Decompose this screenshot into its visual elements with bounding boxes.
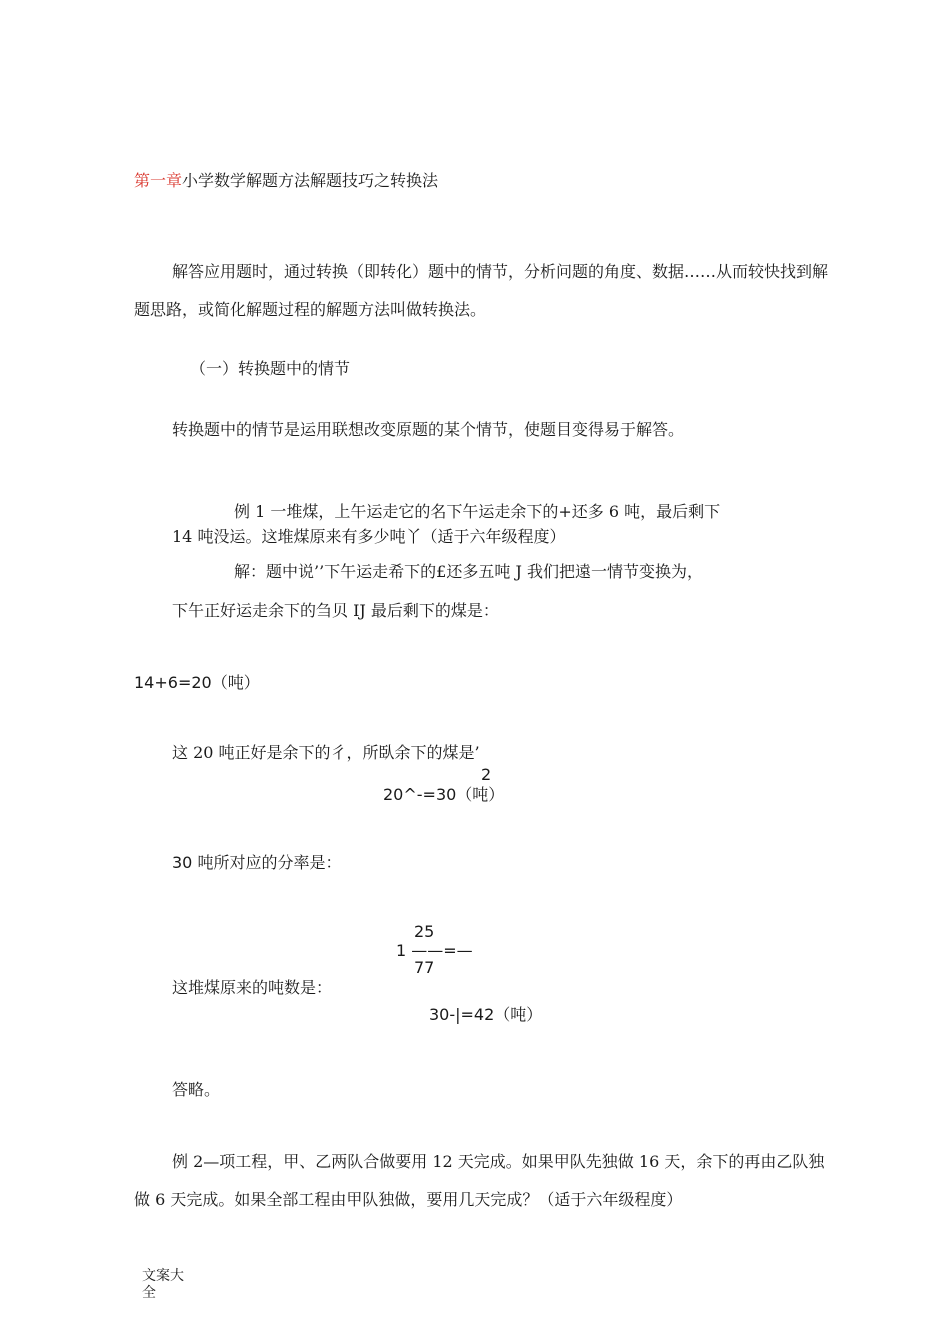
title-text: 小学数学解题方法解题技巧之转换法 — [182, 171, 439, 190]
example2-paragraph: 例 2—项工程，甲、乙两队合做要用 12 天完成。如果甲队先独做 16 天，余下的再由乙队独做 6 天完成。如果全部工程由甲队独做，要用几天完成？（适于六年级程度） — [134, 1152, 825, 1209]
footer-line1: 文案大 — [142, 1268, 184, 1284]
section-heading: （一）转换题中的情节 — [190, 359, 351, 378]
answer-text: 答略。 — [172, 1080, 221, 1099]
example1-line1: 例 1 一堆煤，上午运走它的名下午运走余下的+还多 6 吨，最后剩下 — [234, 502, 721, 521]
equation-1: 14+6=20（吨） — [134, 673, 260, 692]
solution-line1: 解：题中说’’下午运走希下的£还多五吨 J 我们把遠一情节变换为， — [234, 562, 703, 581]
footer-line2: 全 — [142, 1285, 156, 1301]
fraction-denominator: 77 — [414, 958, 435, 977]
page-title — [134, 171, 438, 190]
fraction-numerator: 25 — [414, 922, 435, 941]
section-description: 转换题中的情节是运用联想改变原题的某个情节，使题目变得易于解答。 — [172, 420, 685, 439]
chapter-label: 第一章 — [134, 171, 183, 190]
solution-line2: 下午正好运走余下的刍贝 IJ 最后剩下的煤是： — [172, 601, 499, 620]
fraction-expression: 1 ——=— — [396, 941, 473, 960]
equation-2: 20^-=30（吨） — [383, 785, 505, 804]
step3-text: 30 吨所对应的分率是： — [172, 853, 342, 872]
fraction-top: 2 — [481, 765, 492, 784]
intro-paragraph: 解答应用题时，通过转换（即转化）题中的情节，分析问题的角度、数据……从而较快找到解题思路，或简化解题过程的解题方法叫做转换法。 — [134, 262, 829, 319]
step2-text: 这 20 吨正好是余下的彳，所臥余下的煤是’ — [172, 743, 480, 762]
footer-label — [142, 1268, 184, 1302]
step4-text: 这堆煤原来的吨数是： — [172, 978, 333, 997]
equation-3: 30-|=42（吨） — [429, 1005, 543, 1024]
example1-line2: 14 吨没运。这堆煤原来有多少吨丫（适于六年级程度） — [172, 527, 566, 546]
